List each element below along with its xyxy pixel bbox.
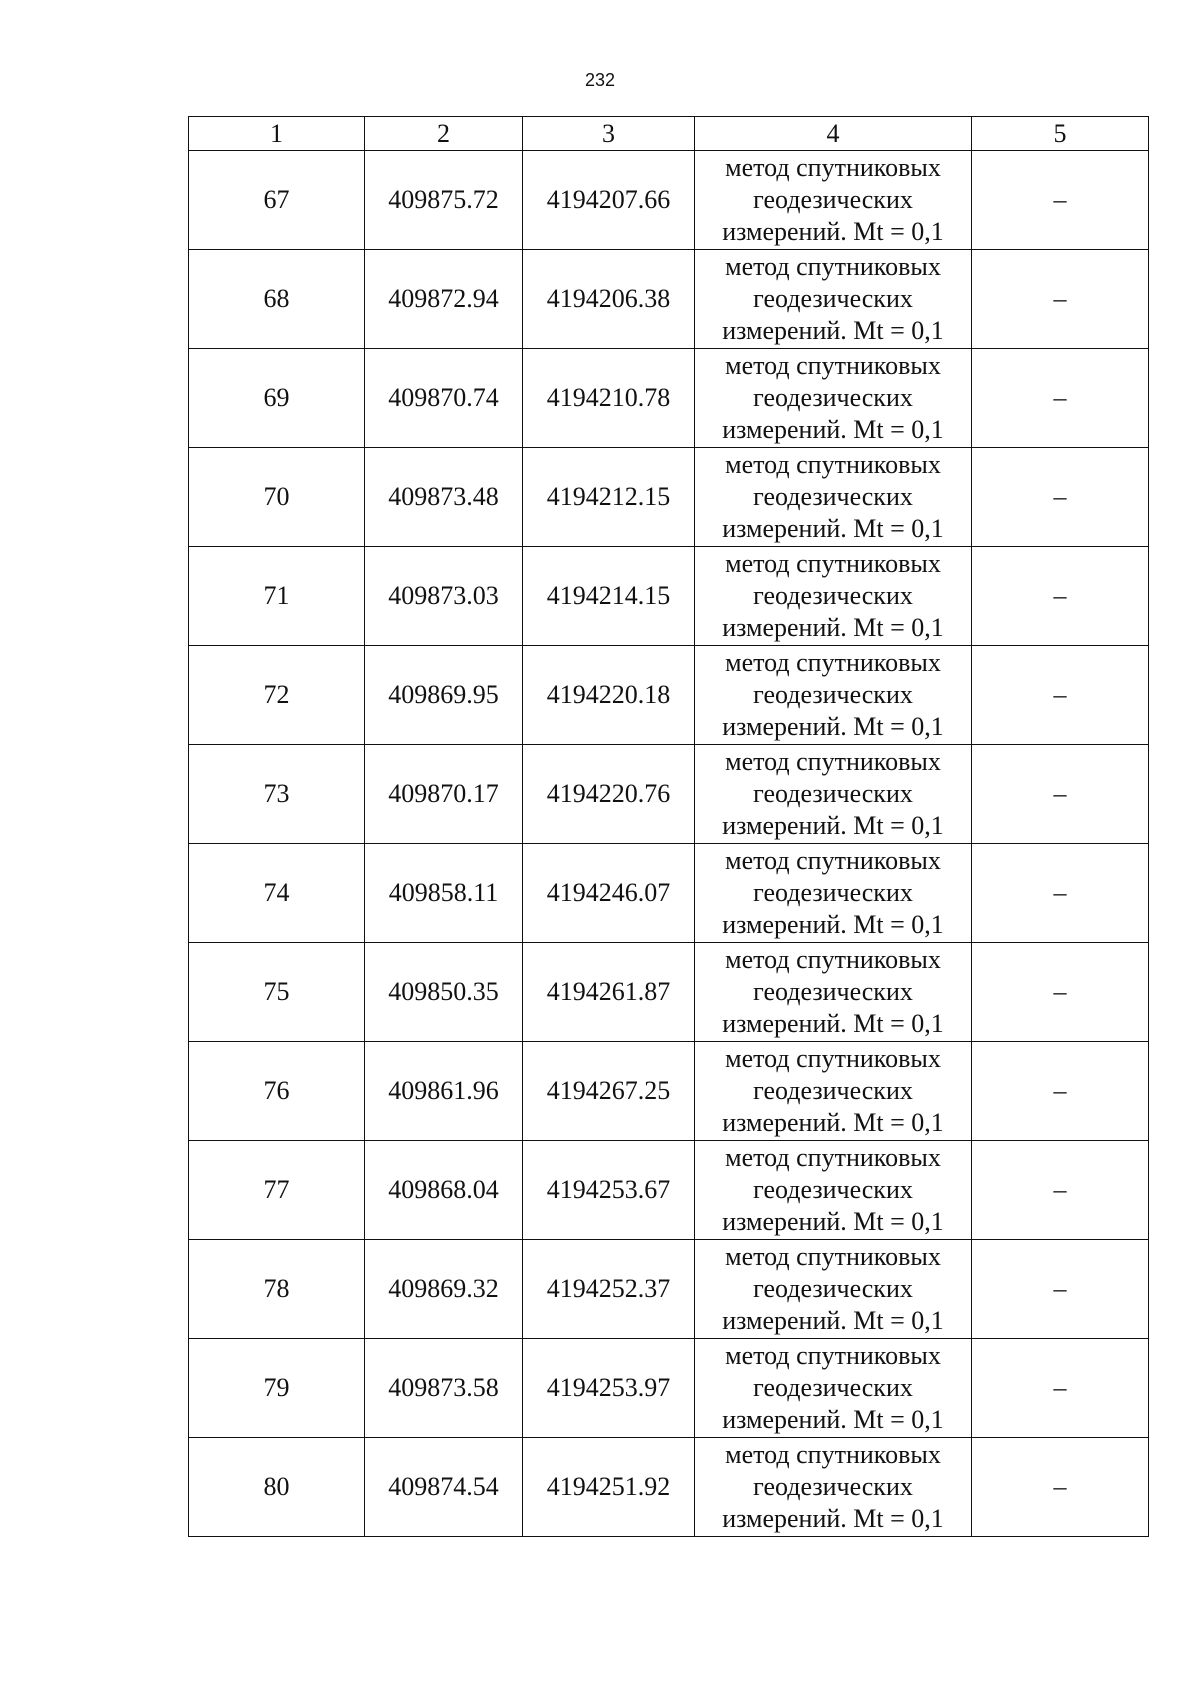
table-row [189,943,1149,1042]
table-row [189,646,1149,745]
method-line: измерений. Mt = 0,1 [722,1207,944,1236]
method-line: геодезических [753,1472,913,1501]
table-row [189,844,1149,943]
y-coordinate-cell: 4194261.87 [523,943,695,1042]
point-number-cell: 74 [189,844,365,943]
x-coordinate-cell: 409873.03 [365,547,523,646]
x-coordinate-cell: 409870.17 [365,745,523,844]
method-cell [695,1042,972,1141]
x-coordinate-cell: 409869.95 [365,646,523,745]
method-line: метод спутниковых [725,747,941,776]
y-coordinate-cell: 4194252.37 [523,1240,695,1339]
table-row [189,1240,1149,1339]
table-row [189,448,1149,547]
method-line: геодезических [753,779,913,808]
note-cell: – [972,1042,1149,1141]
x-coordinate-cell: 409875.72 [365,151,523,250]
method-line: геодезических [753,1274,913,1303]
coordinates-table [188,116,1149,1537]
method-line: геодезических [753,680,913,709]
note-cell: – [972,1240,1149,1339]
method-cell [695,646,972,745]
method-line: измерений. Mt = 0,1 [722,415,944,444]
x-coordinate-cell: 409874.54 [365,1438,523,1537]
point-number-cell: 78 [189,1240,365,1339]
point-number-cell: 76 [189,1042,365,1141]
note-cell: – [972,1339,1149,1438]
method-line: измерений. Mt = 0,1 [722,1504,944,1533]
table-row [189,547,1149,646]
table-row [189,250,1149,349]
header-cell-4: 4 [695,117,972,151]
x-coordinate-cell: 409869.32 [365,1240,523,1339]
table-row [189,349,1149,448]
header-row [189,117,1149,151]
table-row [189,1438,1149,1537]
y-coordinate-cell: 4194214.15 [523,547,695,646]
header-cell-2: 2 [365,117,523,151]
x-coordinate-cell: 409858.11 [365,844,523,943]
x-coordinate-cell: 409868.04 [365,1141,523,1240]
x-coordinate-cell: 409850.35 [365,943,523,1042]
table-row [189,1042,1149,1141]
y-coordinate-cell: 4194253.97 [523,1339,695,1438]
y-coordinate-cell: 4194210.78 [523,349,695,448]
method-line: измерений. Mt = 0,1 [722,217,944,246]
x-coordinate-cell: 409872.94 [365,250,523,349]
y-coordinate-cell: 4194251.92 [523,1438,695,1537]
method-line: геодезических [753,284,913,313]
note-cell: – [972,943,1149,1042]
method-line: измерений. Mt = 0,1 [722,1405,944,1434]
note-cell: – [972,1438,1149,1537]
note-cell: – [972,151,1149,250]
y-coordinate-cell: 4194220.76 [523,745,695,844]
method-line: измерений. Mt = 0,1 [722,1108,944,1137]
point-number-cell: 67 [189,151,365,250]
y-coordinate-cell: 4194253.67 [523,1141,695,1240]
method-line: измерений. Mt = 0,1 [722,514,944,543]
note-cell: – [972,349,1149,448]
method-line: метод спутниковых [725,252,941,281]
method-line: метод спутниковых [725,846,941,875]
method-cell [695,151,972,250]
y-coordinate-cell: 4194212.15 [523,448,695,547]
method-cell [695,943,972,1042]
table-body [189,151,1149,1537]
point-number-cell: 71 [189,547,365,646]
note-cell: – [972,448,1149,547]
method-cell [695,844,972,943]
method-cell [695,349,972,448]
method-line: измерений. Mt = 0,1 [722,613,944,642]
method-line: измерений. Mt = 0,1 [722,712,944,741]
point-number-cell: 80 [189,1438,365,1537]
method-line: геодезических [753,977,913,1006]
method-line: геодезических [753,1175,913,1204]
method-line: геодезических [753,878,913,907]
method-line: метод спутниковых [725,648,941,677]
method-cell [695,448,972,547]
method-cell [695,1438,972,1537]
point-number-cell: 70 [189,448,365,547]
table-header [189,117,1149,151]
point-number-cell: 73 [189,745,365,844]
note-cell: – [972,250,1149,349]
note-cell: – [972,1141,1149,1240]
method-cell [695,547,972,646]
method-cell [695,1240,972,1339]
method-line: метод спутниковых [725,351,941,380]
method-line: геодезических [753,383,913,412]
x-coordinate-cell: 409870.74 [365,349,523,448]
method-line: метод спутниковых [725,153,941,182]
header-cell-3: 3 [523,117,695,151]
method-line: метод спутниковых [725,945,941,974]
header-cell-5: 5 [972,117,1149,151]
method-line: геодезических [753,185,913,214]
method-line: геодезических [753,1076,913,1105]
table-row [189,1141,1149,1240]
table-row [189,151,1149,250]
note-cell: – [972,646,1149,745]
header-cell-1: 1 [189,117,365,151]
table-row [189,745,1149,844]
page-number: 232 [584,70,616,90]
method-line: измерений. Mt = 0,1 [722,1009,944,1038]
table-row [189,1339,1149,1438]
method-line: измерений. Mt = 0,1 [722,1306,944,1335]
method-line: метод спутниковых [725,549,941,578]
x-coordinate-cell: 409873.48 [365,448,523,547]
method-line: геодезических [753,581,913,610]
point-number-cell: 68 [189,250,365,349]
y-coordinate-cell: 4194206.38 [523,250,695,349]
method-cell [695,745,972,844]
x-coordinate-cell: 409861.96 [365,1042,523,1141]
point-number-cell: 72 [189,646,365,745]
method-line: метод спутниковых [725,1440,941,1469]
method-line: метод спутниковых [725,1143,941,1172]
y-coordinate-cell: 4194246.07 [523,844,695,943]
method-line: метод спутниковых [725,1242,941,1271]
method-cell [695,1141,972,1240]
point-number-cell: 69 [189,349,365,448]
note-cell: – [972,844,1149,943]
note-cell: – [972,547,1149,646]
point-number-cell: 77 [189,1141,365,1240]
method-cell [695,250,972,349]
x-coordinate-cell: 409873.58 [365,1339,523,1438]
method-line: геодезических [753,1373,913,1402]
method-cell [695,1339,972,1438]
method-line: измерений. Mt = 0,1 [722,910,944,939]
y-coordinate-cell: 4194220.18 [523,646,695,745]
y-coordinate-cell: 4194267.25 [523,1042,695,1141]
point-number-cell: 79 [189,1339,365,1438]
method-line: измерений. Mt = 0,1 [722,811,944,840]
y-coordinate-cell: 4194207.66 [523,151,695,250]
method-line: метод спутниковых [725,1341,941,1370]
method-line: геодезических [753,482,913,511]
method-line: метод спутниковых [725,450,941,479]
method-line: метод спутниковых [725,1044,941,1073]
note-cell: – [972,745,1149,844]
point-number-cell: 75 [189,943,365,1042]
method-line: измерений. Mt = 0,1 [722,316,944,345]
